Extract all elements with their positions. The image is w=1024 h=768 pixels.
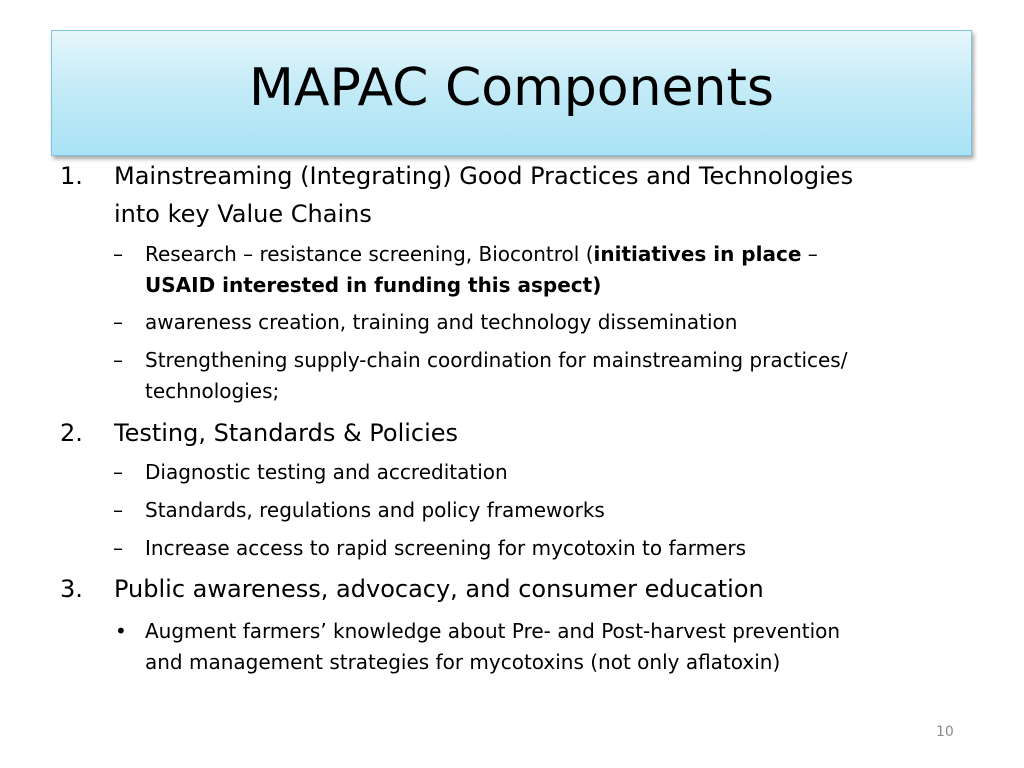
- dash-marker: –: [113, 310, 123, 334]
- sub-item-standards: [113, 495, 973, 526]
- sub-item-diagnostic: [113, 457, 973, 488]
- list-item-text-line1: Testing, Standards & Policies: [114, 419, 459, 447]
- sub-item-text-line1: Strengthening supply-chain coordination for mainstreaming practices/: [145, 348, 848, 372]
- sub-item-tail-text: –: [801, 242, 818, 266]
- sub-item-text-line1: Augment farmers’ knowledge about Pre- and Post-harvest prevention: [145, 619, 841, 643]
- sub-item-text-line1: Standards, regulations and policy frameworks: [145, 498, 605, 522]
- sub-item-plain-text: Research – resistance screening, Biocontrol (: [145, 242, 594, 266]
- sub-item-text-line2: [145, 270, 973, 301]
- sub-item-research: [113, 239, 973, 301]
- list-item-2: [60, 414, 970, 452]
- dash-marker: –: [113, 460, 123, 484]
- list-item-text-line1: Mainstreaming (Integrating) Good Practices and Technologies: [114, 162, 854, 190]
- page-number: 10: [936, 724, 954, 740]
- sub-item-rapid-screening: [113, 533, 973, 564]
- sub-item-awareness: [113, 307, 973, 338]
- list-item-number: 1.: [60, 162, 83, 190]
- dash-marker: –: [113, 348, 123, 372]
- sub-item-supply-chain: [113, 345, 973, 407]
- sub-item-text-line1: [145, 239, 973, 270]
- sub-item-bold-text-2: USAID interested in funding this aspect): [145, 273, 602, 297]
- dash-marker: –: [113, 242, 123, 266]
- list-item-text-line2: into key Value Chains: [114, 200, 372, 228]
- bullet-marker: •: [115, 619, 127, 643]
- sub-item-text-line1: Diagnostic testing and accreditation: [145, 460, 508, 484]
- sub-item-text-line2: technologies;: [145, 379, 280, 403]
- slide-title: MAPAC Components: [249, 58, 774, 118]
- sub-item-text-line1: Increase access to rapid screening for mycotoxin to farmers: [145, 536, 747, 560]
- dash-marker: –: [113, 498, 123, 522]
- list-item-number: 3.: [60, 575, 83, 603]
- sub-item-text-line2: and management strategies for mycotoxins (not only aflatoxin): [145, 650, 781, 674]
- list-item-3: [60, 570, 970, 608]
- sub-item-augment: [113, 616, 973, 678]
- dash-marker: –: [113, 536, 123, 560]
- list-item-number: 2.: [60, 419, 83, 447]
- list-item-1: [60, 157, 970, 233]
- sub-item-bold-text: initiatives in place: [593, 242, 802, 266]
- sub-item-text-line1: awareness creation, training and technology dissemination: [145, 310, 738, 334]
- list-item-text-line1: Public awareness, advocacy, and consumer education: [114, 575, 764, 603]
